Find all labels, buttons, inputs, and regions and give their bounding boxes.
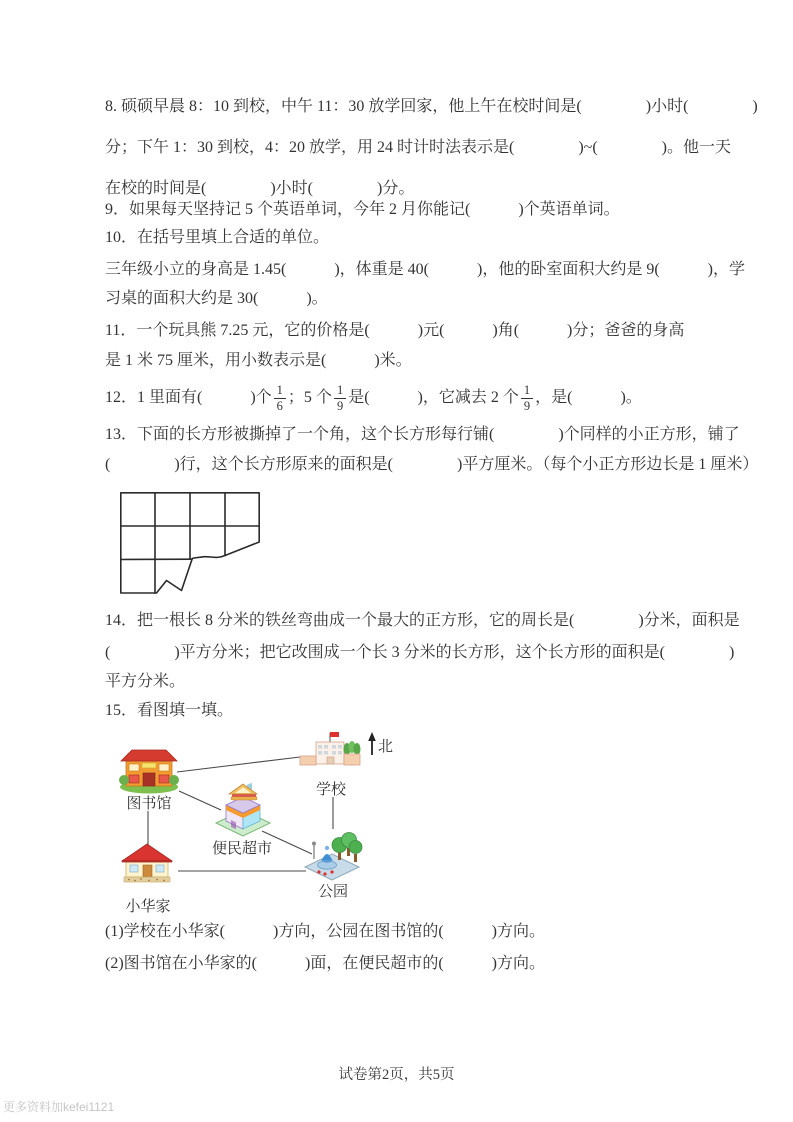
watermark-text: 更多资料加kefei1121	[3, 1100, 115, 1114]
north-arrow-icon	[368, 732, 393, 755]
question-12-line-1	[105, 381, 705, 415]
question-14-line-3: 平方分米。	[105, 673, 186, 690]
school-icon	[300, 732, 361, 765]
question-15-sub-2: (2)图书馆在小华家的( )面，在便民超市的( )方向。	[105, 955, 545, 972]
library-label: 图书馆	[126, 796, 172, 812]
q12-text-segment: 是( )，它减去 2 个	[348, 389, 519, 406]
question-15-line-1: 15．看图填一填。	[105, 702, 234, 719]
question-10-line-2: 三年级小立的身高是 1.45( )，体重是 40( )，他的卧室面积大约是 9( )，学	[105, 261, 745, 278]
library-icon	[119, 750, 179, 794]
question-10-line-3: 习桌的面积大约是 30( )。	[105, 290, 328, 307]
fraction-one-ninth: $\frac{1}{9}$	[334, 383, 346, 413]
svg-text:北: 北	[378, 739, 394, 755]
question-15-sub-1: (1)学校在小华家( )方向，公园在图书馆的( )方向。	[105, 923, 545, 940]
question-14-line-2: ( )平方分米；把它改围成一个长 3 分米的长方形，这个长方形的面积是( )	[105, 644, 735, 661]
question-10-line-1: 10．在括号里填上合适的单位。	[105, 229, 330, 246]
q12-text-segment: ，是( )。	[535, 389, 642, 406]
question-8-line-2: 分；下午 1：30 到校，4：20 放学，用 24 时计时法表示是( )~( )。他一天	[105, 139, 731, 156]
question-14-line-1: 14．把一根长 8 分米的铁丝弯曲成一个最大的正方形，它的周长是( )分米，面积是	[105, 612, 740, 629]
q12-text-segment: 12．1 里面有( )个	[105, 389, 272, 406]
question-13-line-1: 13．下面的长方形被撕掉了一个角，这个长方形每行铺( )个同样的小正方形，铺了	[105, 426, 740, 443]
map-diagram	[100, 728, 400, 918]
fraction-one-sixth: $\frac{1}{6}$	[274, 383, 286, 413]
home-label: 小华家	[125, 899, 171, 915]
question-11-line-2: 是 1 米 75 厘米，用小数表示是( )米。	[105, 352, 412, 369]
page-number-footer: 试卷第2页，共5页	[338, 1067, 455, 1083]
school-label: 学校	[315, 782, 347, 798]
park-label: 公园	[317, 884, 349, 900]
q12-text-segment: ；5 个	[287, 389, 332, 406]
question-8-line-1: 8. 硕硕早晨 8：10 到校，中午 11：30 放学回家，他上午在校时间是( )小时( )	[105, 98, 758, 115]
fraction-one-ninth: $\frac{1}{9}$	[521, 383, 533, 413]
convenience-store-icon	[216, 783, 270, 836]
store-label: 便民超市	[211, 841, 273, 857]
question-13-line-2: ( )行，这个长方形原来的面积是( )平方厘米。（每个小正方形边长是 1 厘米）	[105, 456, 759, 473]
question-8-line-3: 在校的时间是( )小时( )分。	[105, 180, 415, 197]
park-icon	[305, 833, 362, 881]
home-icon	[122, 844, 172, 882]
torn-rectangle-grid-diagram	[120, 492, 260, 594]
question-11-line-1: 11．一个玩具熊 7.25 元，它的价格是( )元( )角( )分；爸爸的身高	[105, 322, 685, 339]
question-9-line-1: 9．如果每天坚持记 5 个英语单词，今年 2 月你能记( )个英语单词。	[105, 201, 620, 218]
